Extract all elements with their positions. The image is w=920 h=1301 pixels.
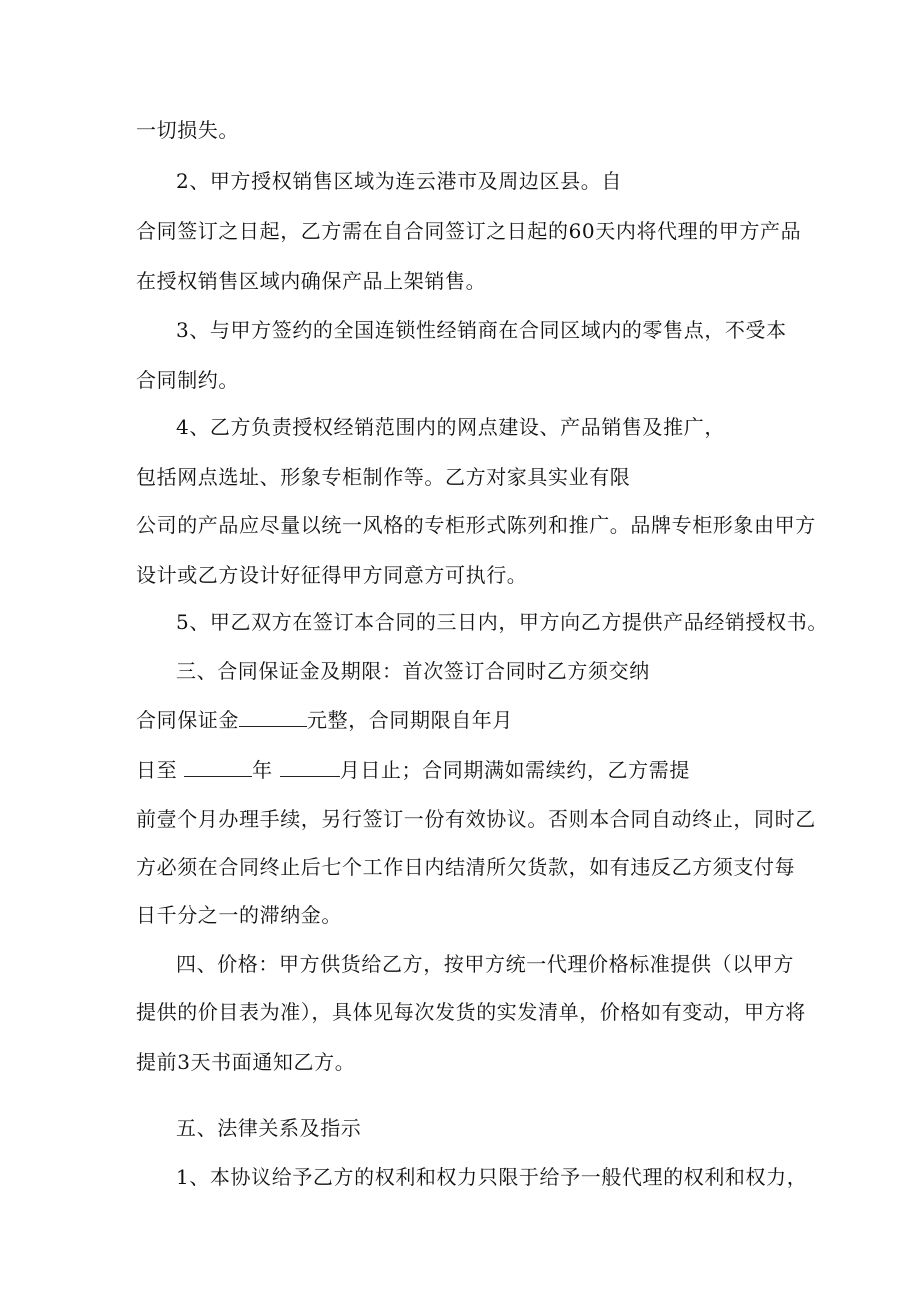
text-line: 一切损失。 [136,118,239,142]
term-suffix: 月日止；合同期满如需续约，乙方需提 [339,758,690,782]
term-year-label: 年 [252,758,273,782]
text-line: 2、甲方授权销售区域为连云港市及周边区县。自 [176,169,622,193]
text-line: 5、甲乙双方在签订本合同的三日内，甲方向乙方提供产品经销授权书。 [176,610,828,634]
term-line [136,756,690,784]
section-heading: 五、法律关系及指示 [176,1116,362,1140]
text-line: 在授权销售区域内确保产品上架销售。 [136,269,487,293]
deposit-line [136,706,513,734]
text-line: 包括网点选址、形象专柜制作等。乙方对家具实业有限 [136,465,631,489]
text-line: 1、本协议给予乙方的权利和权力只限于给予一般代理的权利和权力， [176,1165,808,1189]
text-line: 设计或乙方设计好征得甲方同意方可执行。 [136,563,528,587]
text-line: 4、乙方负责授权经销范围内的网点建设、产品销售及推广， [176,415,725,439]
deposit-suffix: 元整，合同期限自年月 [307,708,513,732]
text-line: 3、与甲方签约的全国连锁性经销商在合同区域内的零售点，不受本 [176,318,787,342]
text-line: 四、价格：甲方供货给乙方，按甲方统一代理价格标准提供（以甲方 [176,952,794,976]
text-line: 合同签订之日起，乙方需在自合同签订之日起的60天内将代理的甲方产品 [136,219,802,243]
term-prefix: 日至 [136,758,178,782]
text-line: 公司的产品应尽量以统一风格的专柜形式陈列和推广。品牌专柜形象由甲方 [136,513,816,537]
text-line: 日千分之一的滞纳金。 [136,903,342,927]
text-line: 三、合同保证金及期限：首次签订合同时乙方须交纳 [176,659,650,683]
deposit-amount-blank [239,706,307,727]
term-year-blank [184,756,252,777]
text-line: 提前3天书面通知乙方。 [136,1050,356,1074]
term-month-blank [280,756,340,777]
text-line: 方必须在合同终止后七个工作日内结清所欠货款，如有违反乙方须支付每 [136,855,796,879]
deposit-prefix: 合同保证金 [136,708,239,732]
text-line: 提供的价目表为准），具体见每次发货的实发清单，价格如有变动，甲方将 [136,1000,806,1024]
text-line: 合同制约。 [136,368,239,392]
text-line: 前壹个月办理手续，另行签订一份有效协议。否则本合同自动终止，同时乙 [136,807,816,831]
